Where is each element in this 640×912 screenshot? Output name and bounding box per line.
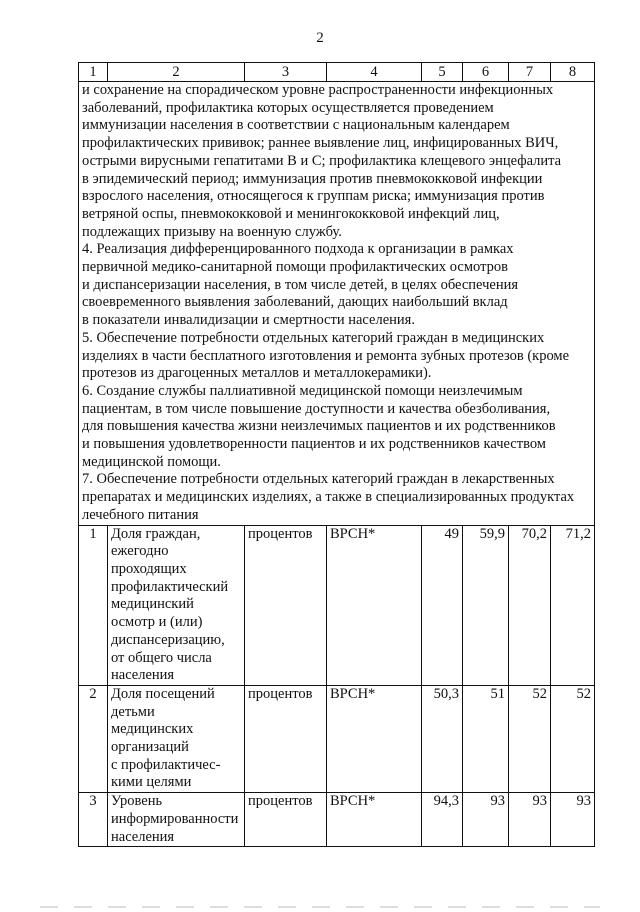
- paragraph-line: иммунизации населения в соответствии с национальным календарем: [82, 117, 510, 134]
- tasks-text: [79, 82, 595, 526]
- table-row: [79, 525, 595, 685]
- value-cell: 94,3: [422, 793, 463, 847]
- paragraph-line: первичной медико-санитарной помощи профилактических осмотров: [82, 259, 508, 276]
- column-header: 8: [551, 63, 595, 82]
- unit-cell: процентов: [245, 525, 327, 685]
- paragraph-line: 4. Реализация дифференцированного подхода к организации в рамках: [82, 241, 514, 258]
- indicator-name: [108, 685, 245, 792]
- column-header: 6: [463, 63, 509, 82]
- value-cell: 93: [509, 793, 551, 847]
- paragraph-line: 7. Обеспечение потребности отдельных категорий граждан в лекарственных: [82, 471, 555, 488]
- paragraph-line: ветряной оспы, пневмококковой и менингококковой инфекций лиц,: [82, 205, 500, 222]
- indicator-line: организаций: [111, 739, 189, 756]
- column-header: 5: [422, 63, 463, 82]
- indicator-line: медицинский: [111, 596, 194, 613]
- indicator-line: Доля посещений: [111, 685, 215, 702]
- indicator-line: медицинских: [111, 721, 194, 738]
- paragraph-line: острыми вирусными гепатитами В и С; профилактика клещевого энцефалита: [82, 152, 562, 169]
- source-cell: ВРСН*: [327, 685, 422, 792]
- value-cell: 71,2: [551, 525, 595, 685]
- paragraph-line: лечебного питания: [82, 506, 199, 523]
- indicators-table: [78, 62, 595, 847]
- indicator-line: ежегодно: [111, 543, 169, 560]
- paragraph-line: протезов из драгоценных металлов и металлокерамики).: [82, 365, 432, 382]
- column-header: 7: [509, 63, 551, 82]
- source-cell: ВРСН*: [327, 525, 422, 685]
- paragraph-line: взрослого населения, относящегося к группам риска; иммунизация против: [82, 188, 545, 205]
- paragraph-line: подлежащих призыву на военную службу.: [82, 223, 342, 240]
- value-cell: 59,9: [463, 525, 509, 685]
- paragraph-line: для повышения качества жизни неизлечимых пациентов и их родственников: [82, 418, 556, 435]
- value-cell: 49: [422, 525, 463, 685]
- unit-cell: процентов: [245, 793, 327, 847]
- indicator-line: от общего числа: [111, 649, 212, 666]
- indicator-line: проходящих: [111, 560, 187, 577]
- paragraph-line: заболеваний, профилактика которых осуществляется проведением: [82, 99, 494, 116]
- indicator-line: с профилактичес-: [111, 756, 221, 773]
- paragraph-line: своевременного выявления заболеваний, дающих наибольший вклад: [82, 294, 508, 311]
- indicator-line: детьми: [111, 703, 155, 720]
- table-row: [79, 793, 595, 847]
- value-cell: 93: [551, 793, 595, 847]
- column-header: 2: [108, 63, 245, 82]
- value-cell: 70,2: [509, 525, 551, 685]
- paragraph-line: и сохранение на спорадическом уровне распространенности инфекционных: [82, 82, 554, 98]
- indicator-line: профилактический: [111, 578, 229, 595]
- row-number: 1: [79, 525, 108, 685]
- column-header: 4: [327, 63, 422, 82]
- column-header: 3: [245, 63, 327, 82]
- paragraph-line: в показатели инвалидизации и смертности населения.: [82, 312, 415, 329]
- value-cell: 51: [463, 685, 509, 792]
- paragraph-line: 5. Обеспечение потребности отдельных категорий граждан в медицинских: [82, 329, 545, 346]
- paragraph-line: и повышения удовлетворенности пациентов и их родственников качеством: [82, 436, 546, 453]
- row-number: 2: [79, 685, 108, 792]
- paragraph-line: препаратах и медицинских изделиях, а также в специализированных продуктах: [82, 489, 575, 506]
- paragraph-line: пациентам, в том числе повышение доступности и качества обезболивания,: [82, 400, 551, 417]
- indicator-line: населения: [111, 828, 175, 845]
- value-cell: 50,3: [422, 685, 463, 792]
- indicator-line: информированности: [111, 810, 239, 827]
- value-cell: 52: [509, 685, 551, 792]
- value-cell: 93: [463, 793, 509, 847]
- paragraph-line: и диспансеризации населения, в том числе детей, в целях обеспечения: [82, 276, 519, 293]
- paragraph-line: 6. Создание службы паллиативной медицинской помощи неизлечимым: [82, 382, 523, 399]
- paragraph-line: в эпидемический период; иммунизация против пневмококковой инфекции: [82, 170, 543, 187]
- page-number: 2: [316, 30, 324, 46]
- indicator-line: Доля граждан,: [111, 525, 201, 542]
- column-header-row: [79, 63, 595, 82]
- row-number: 3: [79, 793, 108, 847]
- indicator-line: диспансеризацию,: [111, 631, 225, 648]
- indicator-line: осмотр и (или): [111, 614, 203, 631]
- indicator-name: [108, 793, 245, 847]
- source-cell: ВРСН*: [327, 793, 422, 847]
- unit-cell: процентов: [245, 685, 327, 792]
- value-cell: 52: [551, 685, 595, 792]
- paragraph-line: медицинской помощи.: [82, 453, 221, 470]
- indicator-line: кими целями: [111, 774, 192, 791]
- indicator-line: населения: [111, 667, 175, 684]
- tasks-text-row: [79, 82, 595, 526]
- paragraph-line: изделиях в части бесплатного изготовления и ремонта зубных протезов (кроме: [82, 347, 570, 364]
- indicator-line: Уровень: [111, 793, 163, 810]
- indicator-name: [108, 525, 245, 685]
- paragraph-line: профилактических прививок; раннее выявление лиц, инфицированных ВИЧ,: [82, 135, 559, 152]
- scan-artifact: [40, 906, 600, 908]
- column-header: 1: [79, 63, 108, 82]
- table-row: [79, 685, 595, 792]
